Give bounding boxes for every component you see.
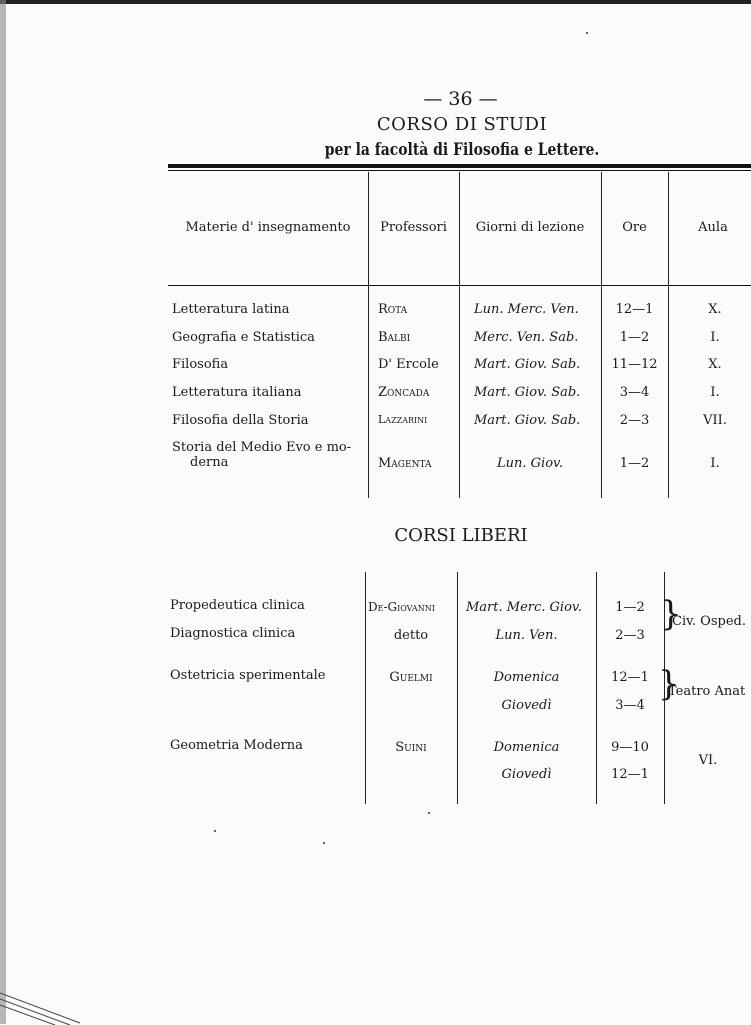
list-item-days: Domenica [493, 740, 560, 755]
table-row-hours: 11—12 [611, 357, 658, 372]
table-row-subject: Storia del Medio Evo e mo- [172, 440, 352, 455]
table-row-room: X. [708, 302, 722, 317]
scan-streak-icon [0, 985, 120, 1025]
list-item-room: Civ. Osped. [672, 614, 746, 629]
list-item-subject: Ostetricia sperimentale [170, 668, 326, 683]
column-divider [365, 572, 366, 804]
column-header-days: Giorni di lezione [475, 220, 585, 235]
table-row-days: Merc. Ven. Sab. [474, 330, 579, 345]
table-row-days: Mart. Giov. Sab. [474, 357, 581, 372]
column-header-professor: Professori [380, 220, 447, 235]
table-row-professor: D' Ercole [378, 357, 439, 372]
page-top-edge [0, 0, 751, 4]
section-title-free-courses: CORSI LIBERI [394, 525, 528, 546]
page-number: — 36 — [423, 88, 498, 110]
table-row-hours: 3—4 [619, 385, 650, 400]
list-item-subject: Geometria Moderna [170, 738, 303, 753]
page-subtitle: per la facoltà di Filosofia e Lettere. [324, 140, 600, 160]
table-row-hours: 12—1 [615, 302, 654, 317]
header-rule-thick [168, 164, 751, 168]
brace-icon: } [660, 594, 682, 634]
list-item-hours: 3—4 [615, 698, 645, 713]
list-item-hours: 12—1 [611, 670, 649, 685]
table-row-room: VII. [703, 413, 727, 428]
list-item-professor: Guelmi [389, 670, 433, 685]
table-row-subject: Geografia e Statistica [172, 330, 315, 345]
header-rule-thin [168, 170, 751, 171]
list-item-days: Mart. Merc. Giov. [466, 600, 582, 615]
table-row-professor: Balbi [378, 330, 411, 345]
brace-icon: } [658, 664, 680, 704]
table-row-days: Lun. Giov. [497, 456, 563, 471]
list-item-subject: Diagnostica clinica [170, 626, 296, 641]
list-item-days: Domenica [493, 670, 560, 685]
list-item-subject: Propedeutica clinica [170, 598, 305, 613]
table-row-professor: Lazzarini [378, 413, 428, 426]
column-header-room: Aula [698, 220, 728, 235]
column-header-subject: Materie d' insegnamento [185, 220, 351, 235]
list-item-professor: detto [393, 628, 429, 643]
table-row-days: Lun. Merc. Ven. [474, 302, 579, 317]
table-row-days: Mart. Giov. Sab. [474, 385, 581, 400]
table-row-professor: Zoncada [378, 385, 430, 400]
table-row-room: I. [710, 330, 720, 345]
list-item-hours: 1—2 [615, 600, 645, 615]
list-item-hours: 9—10 [611, 740, 649, 755]
table-row-professor: Rota [378, 302, 408, 317]
table-row-room: I. [710, 385, 720, 400]
list-item-room: VI. [698, 753, 718, 768]
scan-speck [428, 812, 430, 814]
header-bottom-rule [168, 285, 751, 286]
list-item-days: Giovedì [501, 698, 552, 713]
scan-speck [214, 830, 216, 832]
scan-speck [586, 32, 588, 34]
table-row-room: X. [708, 357, 722, 372]
table-row-subject-continued: derna [190, 455, 229, 470]
list-item-hours: 2—3 [615, 628, 645, 643]
column-header-hours: Ore [622, 220, 647, 235]
list-item-professor: De-Giovanni [368, 600, 435, 614]
list-item-days: Lun. Ven. [495, 628, 558, 643]
scan-speck [323, 842, 325, 844]
page-title: CORSO DI STUDI [376, 114, 548, 135]
table-row-professor: Magenta [378, 456, 432, 471]
table-row-hours: 1—2 [619, 456, 650, 471]
table-row-subject: Letteratura italiana [172, 385, 302, 400]
table-row-hours: 2—3 [619, 413, 650, 428]
list-item-professor: Suini [395, 740, 427, 755]
list-item-room: Teatro Anat [668, 684, 746, 699]
page-left-edge [0, 0, 6, 1024]
table-row-hours: 1—2 [619, 330, 650, 345]
table-row-days: Mart. Giov. Sab. [474, 413, 581, 428]
table-row-subject: Filosofia della Storia [172, 413, 309, 428]
list-item-hours: 12—1 [611, 767, 649, 782]
table-row-subject: Filosofia [172, 357, 229, 372]
table-row-room: I. [710, 456, 720, 471]
table-row-subject: Letteratura latina [172, 302, 290, 317]
list-item-days: Giovedì [501, 767, 552, 782]
